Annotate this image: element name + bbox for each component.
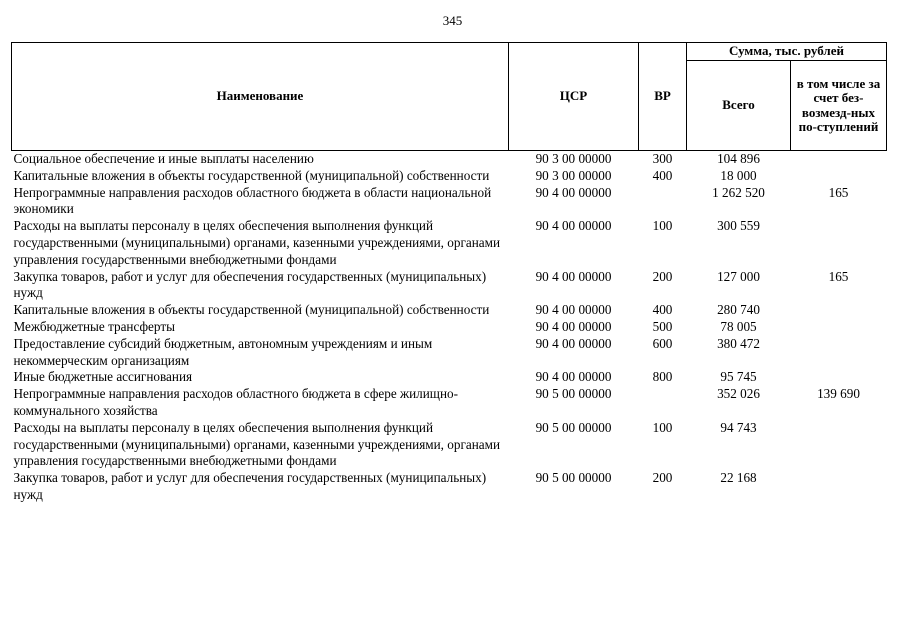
- row-name: Расходы на выплаты персоналу в целях обеспечения выполнения функций государственными (муниципальными) органами, казенными учреждениями, органами управления государственными внебюджетными фондами: [13, 419, 501, 469]
- row-total: 22 168: [720, 470, 757, 486]
- row-total: 95 745: [720, 369, 757, 385]
- row-free-receipts: [791, 151, 887, 168]
- row-name: Закупка товаров, работ и услуг для обеспечения государственных (муниципальных) нужд: [13, 470, 487, 502]
- header-csr: ЦСР: [509, 43, 639, 151]
- row-free-receipts: [791, 218, 887, 268]
- table-row: [12, 420, 887, 470]
- row-free-receipts: 139 690: [817, 386, 860, 402]
- row-csr: 90 4 00 00000: [535, 218, 612, 234]
- row-free-receipts: 165: [828, 184, 849, 200]
- row-vr: 100: [652, 419, 673, 435]
- row-csr: 90 5 00 00000: [535, 386, 612, 402]
- header-free-receipts: в том числе за счет без-возмезд-ных по-ступлений: [791, 61, 887, 151]
- row-vr: 200: [652, 470, 673, 486]
- table-row: [12, 269, 887, 303]
- row-csr: 90 4 00 00000: [535, 318, 612, 334]
- row-name: Капитальные вложения в объекты государственной (муниципальной) собственности: [13, 167, 490, 183]
- header-amount-group: Сумма, тыс. рублей: [687, 43, 887, 61]
- row-total: 104 896: [717, 151, 760, 166]
- row-vr: 200: [652, 268, 673, 284]
- row-free-receipts: [791, 302, 887, 319]
- row-total: 94 743: [720, 419, 757, 435]
- row-total: 352 026: [717, 386, 760, 402]
- row-free-receipts: 165: [828, 268, 849, 284]
- row-csr: 90 5 00 00000: [535, 419, 612, 435]
- page-number: 345: [442, 13, 463, 28]
- row-total: 127 000: [717, 268, 760, 284]
- table-row: [12, 218, 887, 268]
- header-name: Наименование: [12, 43, 509, 151]
- row-free-receipts: [791, 369, 887, 386]
- row-csr: 90 3 00 00000: [535, 167, 612, 183]
- row-name: Иные бюджетные ассигнования: [13, 369, 193, 385]
- row-vr: 300: [652, 151, 673, 166]
- table-header: [12, 43, 887, 151]
- row-vr: 600: [652, 335, 673, 351]
- table-body: [12, 151, 887, 504]
- table-row: [12, 185, 887, 219]
- row-csr: 90 4 00 00000: [535, 369, 612, 385]
- row-free-receipts: [791, 470, 887, 504]
- row-total: 18 000: [720, 167, 757, 183]
- row-vr: [639, 386, 687, 420]
- row-vr: 100: [652, 218, 673, 234]
- row-free-receipts: [791, 336, 887, 370]
- table-row: [12, 151, 887, 168]
- table-row: [12, 336, 887, 370]
- row-total: 280 740: [717, 302, 760, 318]
- table-row: [12, 319, 887, 336]
- row-total: 300 559: [717, 218, 760, 234]
- row-csr: 90 5 00 00000: [535, 470, 612, 486]
- header-total: Всего: [687, 61, 791, 151]
- table-row: [12, 302, 887, 319]
- header-vr: ВР: [639, 43, 687, 151]
- table-row: [12, 168, 887, 185]
- row-csr: 90 4 00 00000: [535, 184, 612, 200]
- table-row: [12, 386, 887, 420]
- row-csr: 90 4 00 00000: [535, 268, 612, 284]
- row-name: Предоставление субсидий бюджетным, автономным учреждениям и иным некоммерческим организациям: [13, 335, 433, 368]
- row-total: 78 005: [720, 318, 757, 334]
- row-free-receipts: [791, 420, 887, 470]
- table-row: [12, 369, 887, 386]
- row-csr: 90 4 00 00000: [535, 302, 612, 318]
- row-name: Капитальные вложения в объекты государственной (муниципальной) собственности: [13, 302, 490, 318]
- row-name: Расходы на выплаты персоналу в целях обеспечения выполнения функций государственными (муниципальными) органами, казенными учреждениями, органами управления государственными внебюджетными фондами: [13, 218, 501, 267]
- row-vr: 800: [652, 369, 673, 385]
- row-name: Межбюджетные трансферты: [13, 318, 175, 334]
- row-vr: 400: [652, 167, 673, 183]
- row-vr: 500: [652, 318, 673, 334]
- row-csr: 90 3 00 00000: [535, 151, 612, 166]
- row-vr: [639, 185, 687, 219]
- row-free-receipts: [791, 168, 887, 185]
- row-total: 1 262 520: [712, 184, 765, 200]
- table-row: [12, 470, 887, 504]
- row-vr: 400: [652, 302, 673, 318]
- row-name: Социальное обеспечение и иные выплаты населению: [13, 151, 314, 166]
- row-csr: 90 4 00 00000: [535, 335, 612, 351]
- row-free-receipts: [791, 319, 887, 336]
- budget-table: [11, 42, 887, 504]
- row-name: Закупка товаров, работ и услуг для обеспечения государственных (муниципальных) нужд: [13, 268, 487, 301]
- row-name: Непрограммные направления расходов областного бюджета в сфере жилищно-коммунального хозяйства: [13, 386, 458, 418]
- row-name: Непрограммные направления расходов областного бюджета в области национальной экономики: [13, 184, 492, 217]
- row-total: 380 472: [717, 335, 760, 351]
